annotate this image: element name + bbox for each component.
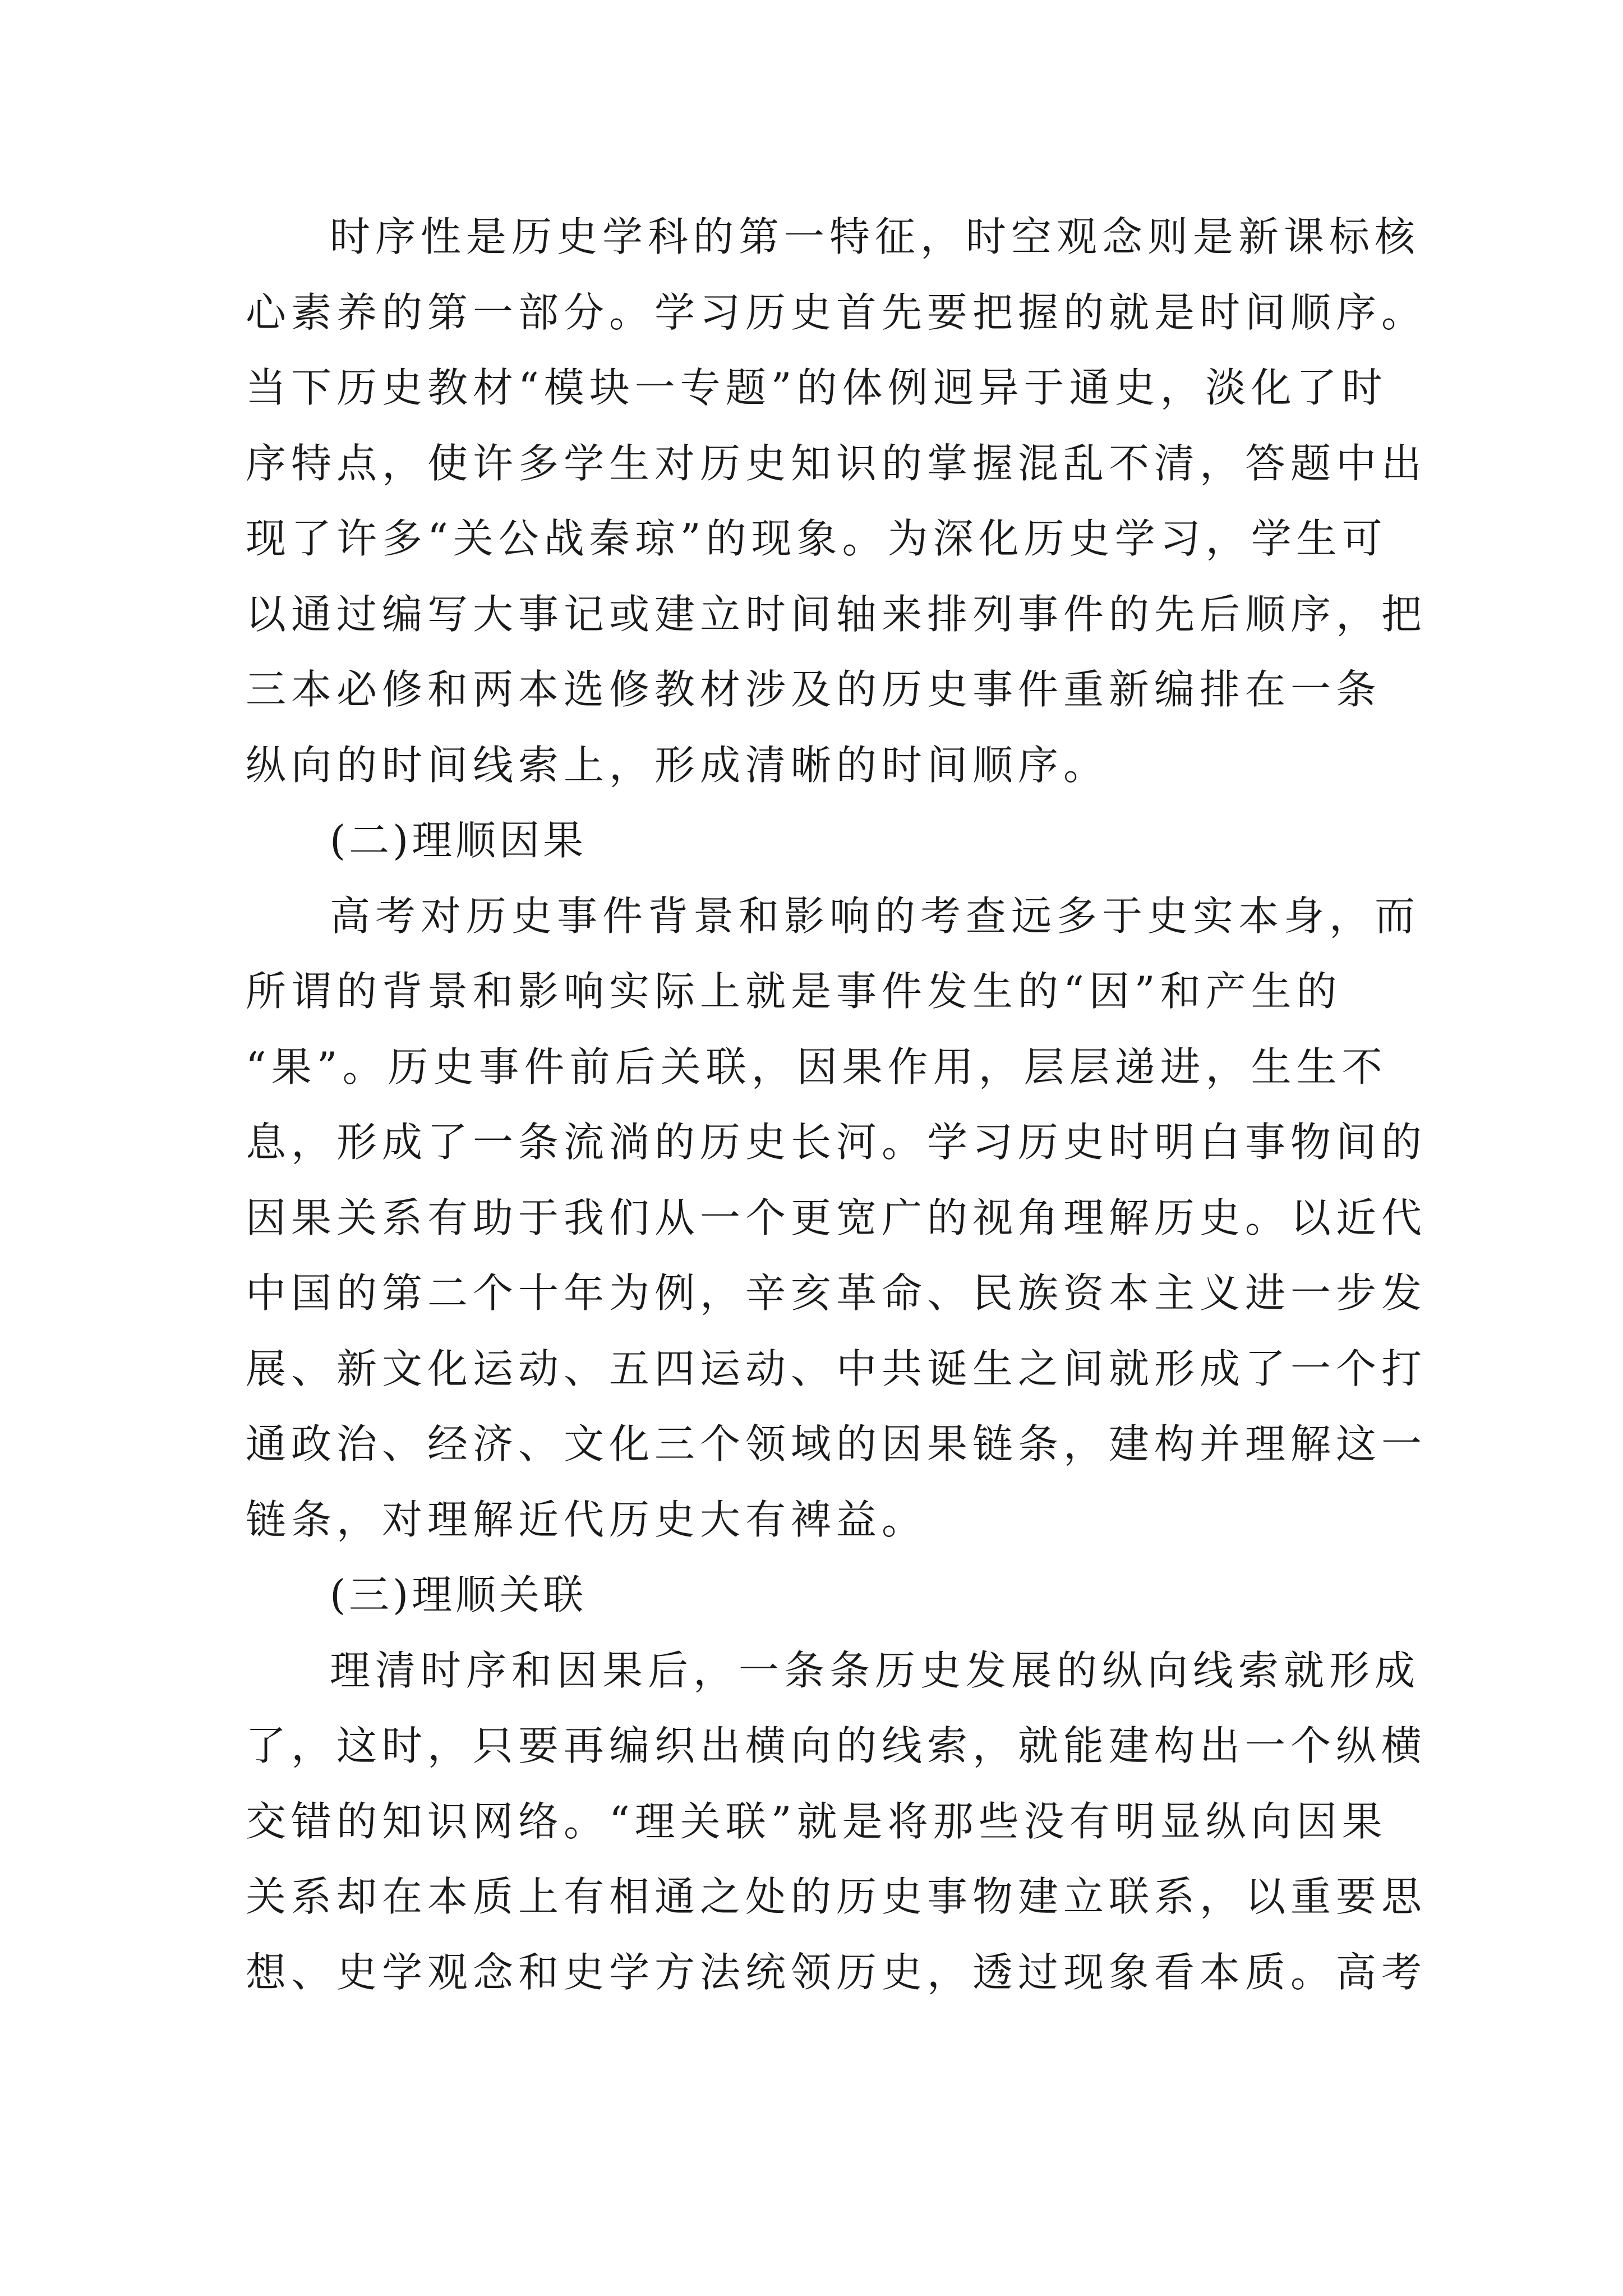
text-line: 展、新文化运动、五四运动、中共诞生之间就形成了一个打: [246, 1345, 1427, 1392]
text-line: 以通过编写大事记或建立时间轴来排列事件的先后顺序，把: [246, 590, 1427, 638]
text-line: 现了许多“关公战秦琼”的现象。为深化历史学习，学生可: [246, 515, 1387, 562]
section-heading: (三)理顺关联: [330, 1571, 587, 1618]
text-line: 当下历史教材“模块一专题”的体例迥异于通史，淡化了时: [246, 364, 1387, 411]
text-line: 链条，对理解近代历史大有裨益。: [246, 1496, 928, 1543]
text-line: 时序性是历史学科的第一特征，时空观念则是新课标核: [330, 213, 1421, 260]
text-line: 理清时序和因果后，一条条历史发展的纵向线索就形成: [330, 1646, 1421, 1694]
text-line: 了，这时，只要再编织出横向的线索，就能建构出一个纵横: [246, 1722, 1427, 1769]
text-line: 心素养的第一部分。学习历史首先要把握的就是时间顺序。: [246, 288, 1427, 336]
text-line: “果”。历史事件前后关联，因果作用，层层递进，生生不: [246, 1043, 1387, 1091]
text-line: 想、史学观念和史学方法统领历史，透过现象看本质。高考: [246, 1948, 1427, 1996]
text-line: 所谓的背景和影响实际上就是事件发生的“因”和产生的: [246, 968, 1342, 1015]
text-line: 因果关系有助于我们从一个更宽广的视角理解历史。以近代: [246, 1194, 1427, 1241]
text-line: 纵向的时间线索上，形成清晰的时间顺序。: [246, 741, 1109, 789]
text-line: 序特点，使许多学生对历史知识的掌握混乱不清，答题中出: [246, 439, 1427, 487]
text-line: 息，形成了一条流淌的历史长河。学习历史时明白事物间的: [246, 1119, 1427, 1166]
text-line: 交错的知识网络。“理关联”就是将那些没有明显纵向因果: [246, 1797, 1387, 1845]
text-line: 高考对历史事件背景和影响的考查远多于史实本身，而: [330, 892, 1421, 940]
text-line: 通政治、经济、文化三个领域的因果链条，建构并理解这一: [246, 1420, 1427, 1467]
section-heading: (二)理顺因果: [330, 817, 587, 864]
text-line: 三本必修和两本选修教材涉及的历史事件重新编排在一条: [246, 666, 1382, 713]
text-line: 关系却在本质上有相通之处的历史事物建立联系，以重要思: [246, 1873, 1427, 1920]
document-body: [246, 199, 1427, 2010]
text-line: 中国的第二个十年为例，辛亥革命、民族资本主义进一步发: [246, 1269, 1427, 1317]
